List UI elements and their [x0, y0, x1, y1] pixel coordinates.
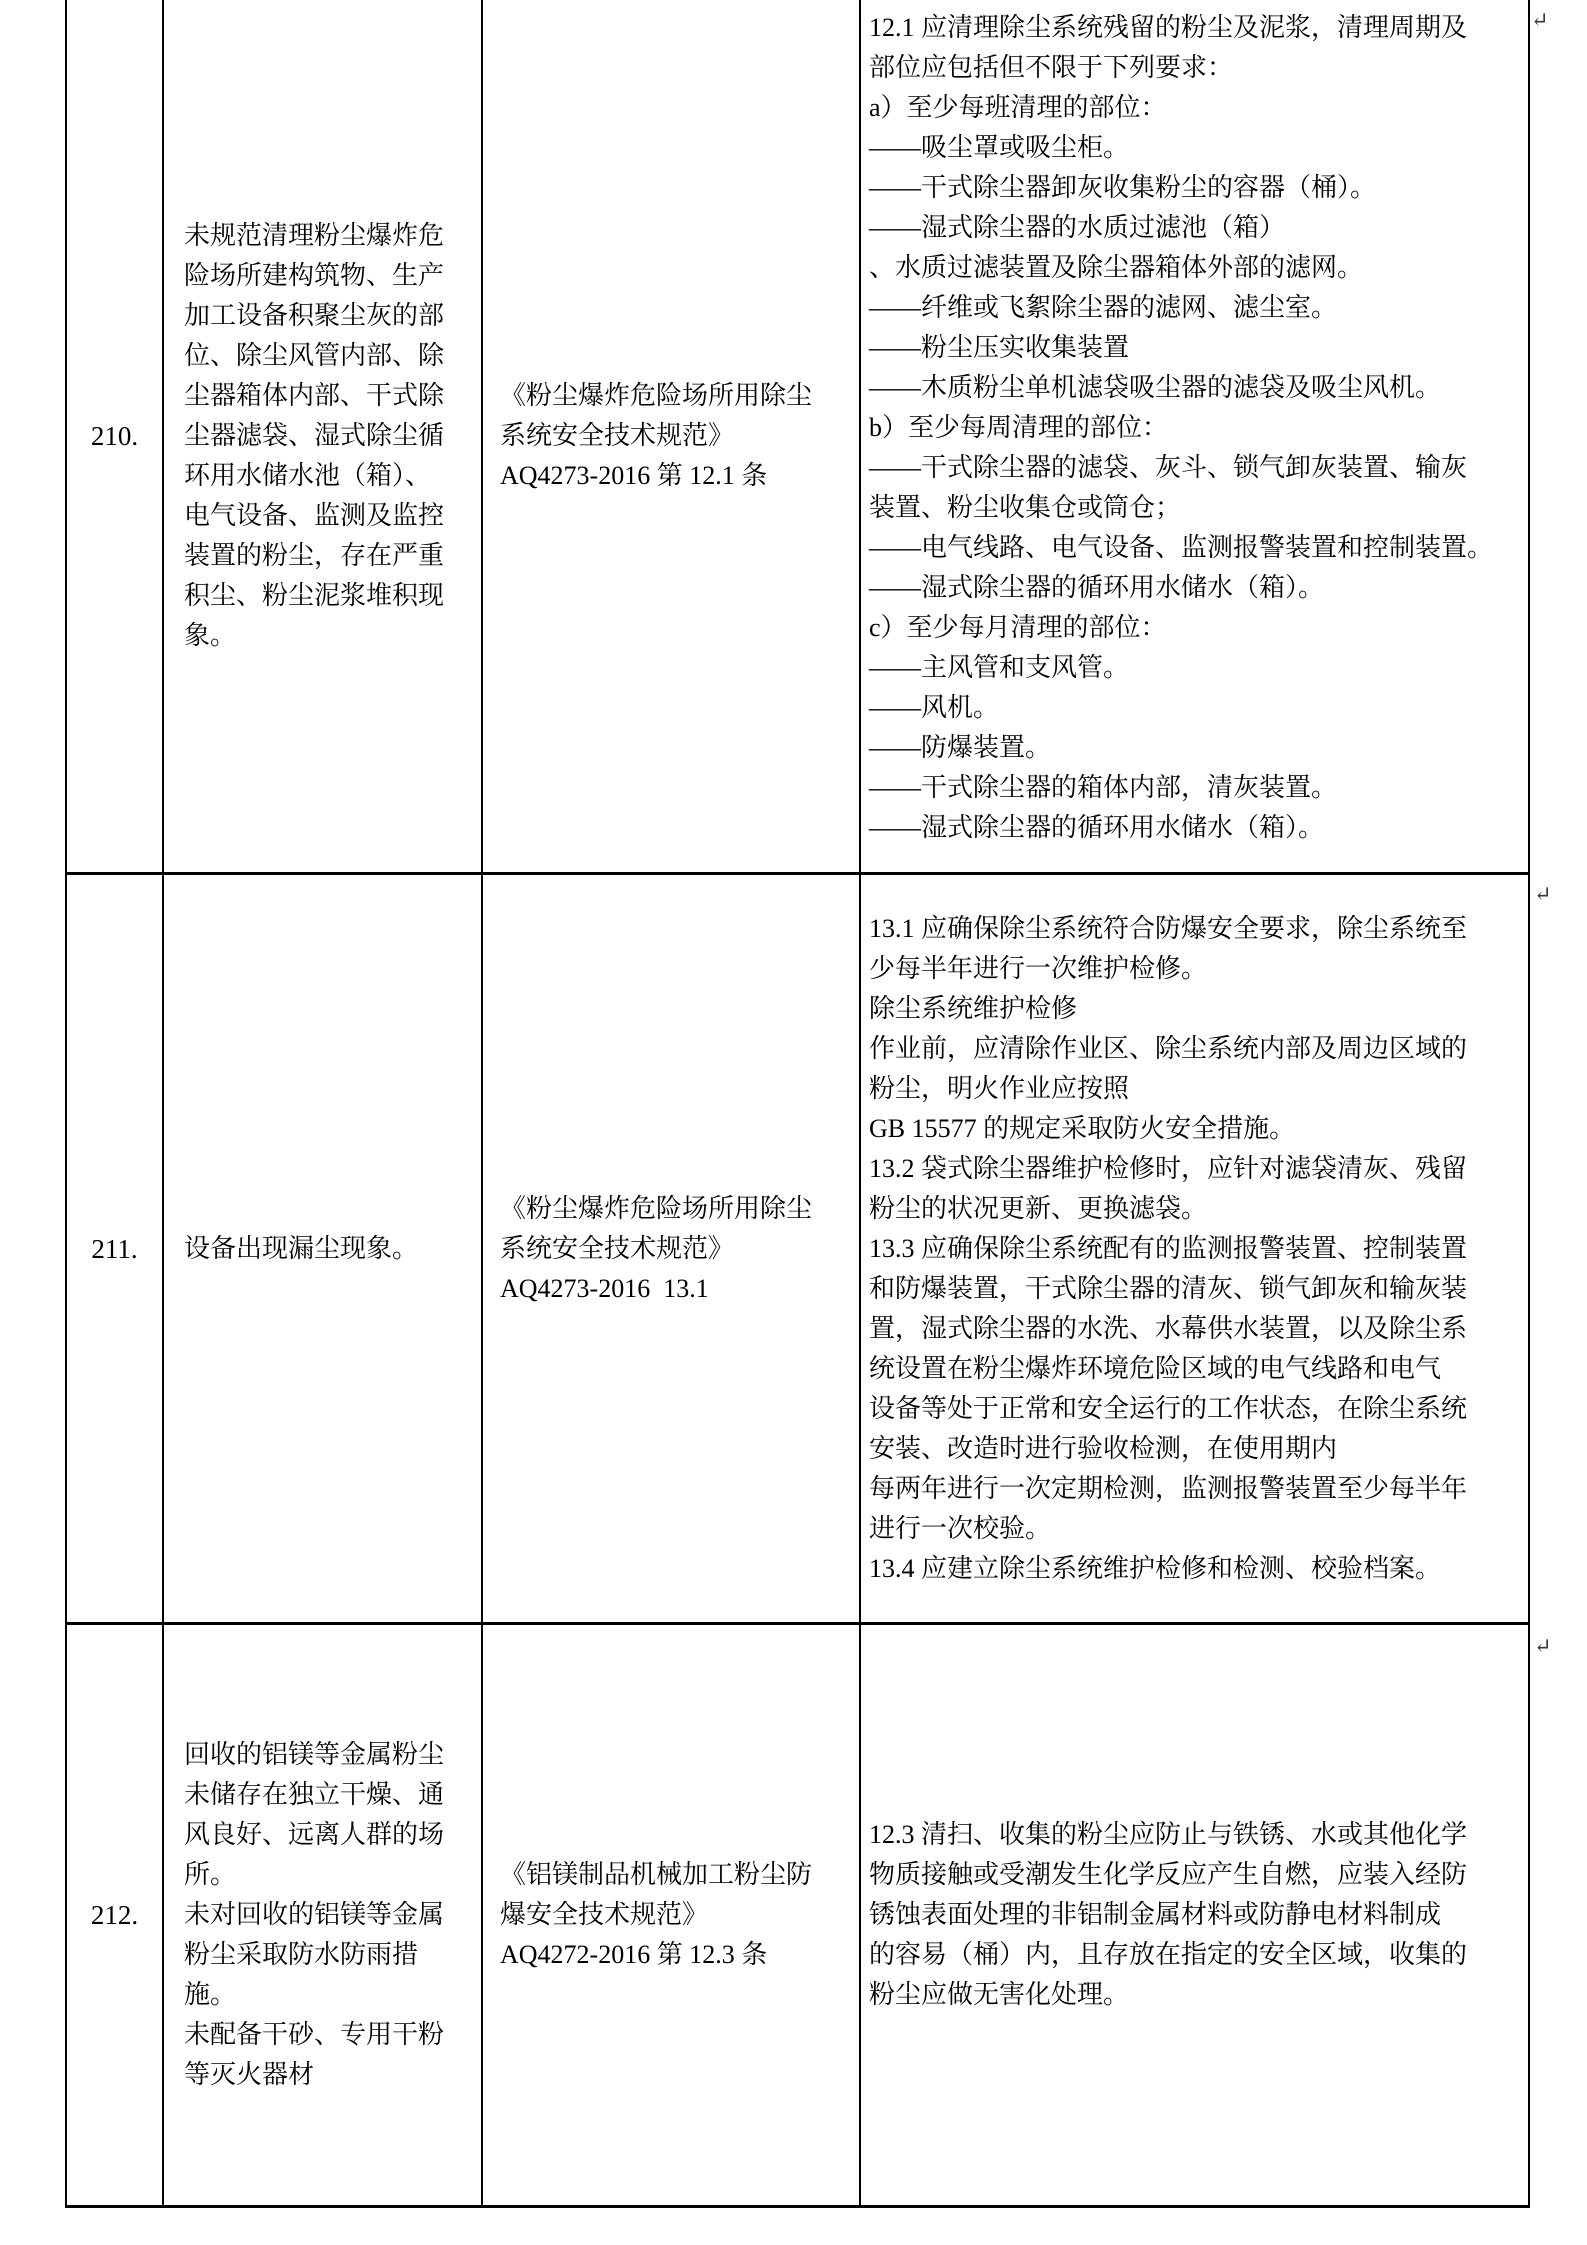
text-line: 粉尘应做无害化处理。 [869, 1980, 1130, 2009]
text-line: 积尘、粉尘泥浆堆积现 [184, 581, 445, 610]
text-line: ——湿式除尘器的循环用水储水（箱）。 [869, 573, 1325, 602]
text-line: ——粉尘压实收集装置 [869, 333, 1130, 362]
text-line: ——主风管和支风管。 [869, 653, 1130, 682]
text-line: 《铝镁制品机械加工粉尘防 [500, 1860, 813, 1889]
text-line: ——湿式除尘器的循环用水储水（箱）。 [869, 813, 1325, 842]
regulation-basis-cell [483, 875, 861, 1625]
regulation-basis-cell [483, 0, 861, 875]
text-line: 风良好、远离人群的场 [184, 1820, 445, 1849]
text-line: 锈蚀表面处理的非铝制金属材料或防静电材料制成 [869, 1900, 1442, 1929]
text-line: 统设置在粉尘爆炸环境危险区域的电气线路和电气 [869, 1353, 1442, 1383]
text-line: a）至少每班清理的部位： [869, 93, 1167, 122]
text-line: 部位应包括但不限于下列要求： [869, 53, 1234, 82]
row-number-cell [67, 875, 164, 1625]
text-line: 13.4 应建立除尘系统维护检修和检测、校验档案。 [869, 1553, 1442, 1583]
text-line: 装置、粉尘收集仓或筒仓； [869, 493, 1182, 522]
text-line: GB 15577 的规定采取防火安全措施。 [869, 1113, 1296, 1143]
text-line: ——电气线路、电气设备、监测报警装置和控制装置。 [869, 533, 1494, 562]
row-number: 210. [90, 421, 139, 451]
text-line: 未规范清理粉尘爆炸危 [184, 221, 445, 250]
row-number-cell [67, 1625, 164, 2208]
regulation-basis-cell [483, 1625, 861, 2208]
text-line: 设备出现漏尘现象。 [184, 1233, 419, 1263]
text-line: 加工设备积聚尘灰的部 [184, 301, 445, 330]
text-line: 尘器箱体内部、干式除 [184, 381, 445, 410]
text-line: ——纤维或飞絮除尘器的滤网、滤尘室。 [869, 293, 1338, 322]
text-line: 尘器滤袋、湿式除尘循 [184, 421, 445, 450]
text-line: 装置的粉尘，存在严重 [184, 541, 445, 570]
hazard-description-cell [164, 1625, 483, 2208]
text-line: 爆安全技术规范》 [500, 1900, 709, 1929]
text-line: 12.3 清扫、收集的粉尘应防止与铁锈、水或其他化学 [869, 1820, 1468, 1849]
text-line: 粉尘的状况更新、更换滤袋。 [869, 1193, 1208, 1223]
text-line: ——防爆装置。 [869, 733, 1052, 762]
text-line: 12.1 应清理除尘系统残留的粉尘及泥浆，清理周期及 [869, 13, 1468, 42]
text-line: 和防爆装置，干式除尘器的清灰、锁气卸灰和输灰装 [869, 1273, 1468, 1303]
text-line: 的容易（桶）内，且存放在指定的安全区域，收集的 [869, 1940, 1468, 1969]
text-line: 作业前，应清除作业区、除尘系统内部及周边区域的 [869, 1033, 1468, 1063]
text-line: 系统安全技术规范》 [500, 421, 735, 450]
requirement-text-cell [861, 875, 1530, 1625]
text-line: 施。 [184, 1980, 237, 2009]
row-number: 211. [91, 1233, 138, 1264]
text-line: 险场所建构筑物、生产 [184, 261, 445, 290]
text-line: 象。 [184, 621, 237, 650]
text-line: 设备等处于正常和安全运行的工作状态，在除尘系统 [869, 1393, 1468, 1423]
text-line: ——干式除尘器的滤袋、灰斗、锁气卸灰装置、输灰 [869, 453, 1468, 482]
text-line: AQ4272-2016 第 12.3 条 [500, 1940, 768, 1969]
text-line: 电气设备、监测及监控 [184, 501, 445, 530]
text-line: 未对回收的铝镁等金属 [184, 1900, 445, 1929]
text-line: 进行一次校验。 [869, 1513, 1052, 1543]
text-line: ——木质粉尘单机滤袋吸尘器的滤袋及吸尘风机。 [869, 373, 1442, 402]
text-line: 等灭火器材 [184, 2060, 315, 2089]
hazard-description-cell [164, 0, 483, 875]
paragraph-mark: ↵ [1531, 8, 1549, 32]
text-line: 环用水储水池（箱）、 [184, 461, 432, 490]
text-line: 置，湿式除尘器的水洗、水幕供水装置，以及除尘系 [869, 1313, 1468, 1343]
row-number: 212. [90, 1900, 139, 1930]
text-line: c）至少每月清理的部位： [869, 613, 1167, 642]
text-line: 每两年进行一次定期检测，监测报警装置至少每半年 [869, 1473, 1468, 1503]
text-line: ——干式除尘器的箱体内部，清灰装置。 [869, 773, 1338, 802]
text-line: 13.2 袋式除尘器维护检修时，应针对滤袋清灰、残留 [869, 1153, 1468, 1183]
text-line: ——吸尘罩或吸尘柜。 [869, 133, 1130, 162]
text-line: 《粉尘爆炸危险场所用除尘 [500, 381, 813, 410]
text-line: 安装、改造时进行验收检测，在使用期内 [869, 1433, 1338, 1463]
text-line: 少每半年进行一次维护检修。 [869, 953, 1208, 983]
hazard-description-cell [164, 875, 483, 1625]
text-line: ——湿式除尘器的水质过滤池（箱） [869, 213, 1286, 242]
requirement-text-cell [861, 0, 1530, 875]
text-line: 粉尘采取防水防雨措 [184, 1940, 419, 1969]
text-line: 系统安全技术规范》 [500, 1233, 735, 1263]
text-line: 除尘系统维护检修 [869, 993, 1078, 1023]
text-line: 位、除尘风管内部、除 [184, 341, 445, 370]
hazard-checklist-table [65, 0, 1530, 2208]
text-line: 13.3 应确保除尘系统配有的监测报警装置、控制装置 [869, 1233, 1468, 1263]
paragraph-mark: ↵ [1534, 1634, 1552, 1658]
text-line: ——风机。 [869, 693, 1000, 722]
text-line: 、水质过滤装置及除尘器箱体外部的滤网。 [869, 253, 1364, 282]
text-line: 粉尘，明火作业应按照 [869, 1073, 1130, 1103]
text-line: b）至少每周清理的部位： [869, 413, 1169, 442]
text-line: AQ4273-2016 第 12.1 条 [500, 461, 768, 490]
row-number-cell [67, 0, 164, 875]
paragraph-mark: ↵ [1534, 882, 1552, 906]
text-line: 13.1 应确保除尘系统符合防爆安全要求，除尘系统至 [869, 913, 1468, 943]
text-line: 《粉尘爆炸危险场所用除尘 [500, 1193, 813, 1223]
text-line: ——干式除尘器卸灰收集粉尘的容器（桶）。 [869, 173, 1377, 202]
text-line: 回收的铝镁等金属粉尘 [184, 1740, 445, 1769]
text-line: 物质接触或受潮发生化学反应产生自燃，应装入经防 [869, 1860, 1468, 1889]
text-line: 未储存在独立干燥、通 [184, 1780, 445, 1809]
requirement-text-cell [861, 1625, 1530, 2208]
text-line: AQ4273-2016 13.1 [500, 1273, 709, 1303]
text-line: 未配备干砂、专用干粉 [184, 2020, 445, 2049]
text-line: 所。 [184, 1860, 237, 1889]
